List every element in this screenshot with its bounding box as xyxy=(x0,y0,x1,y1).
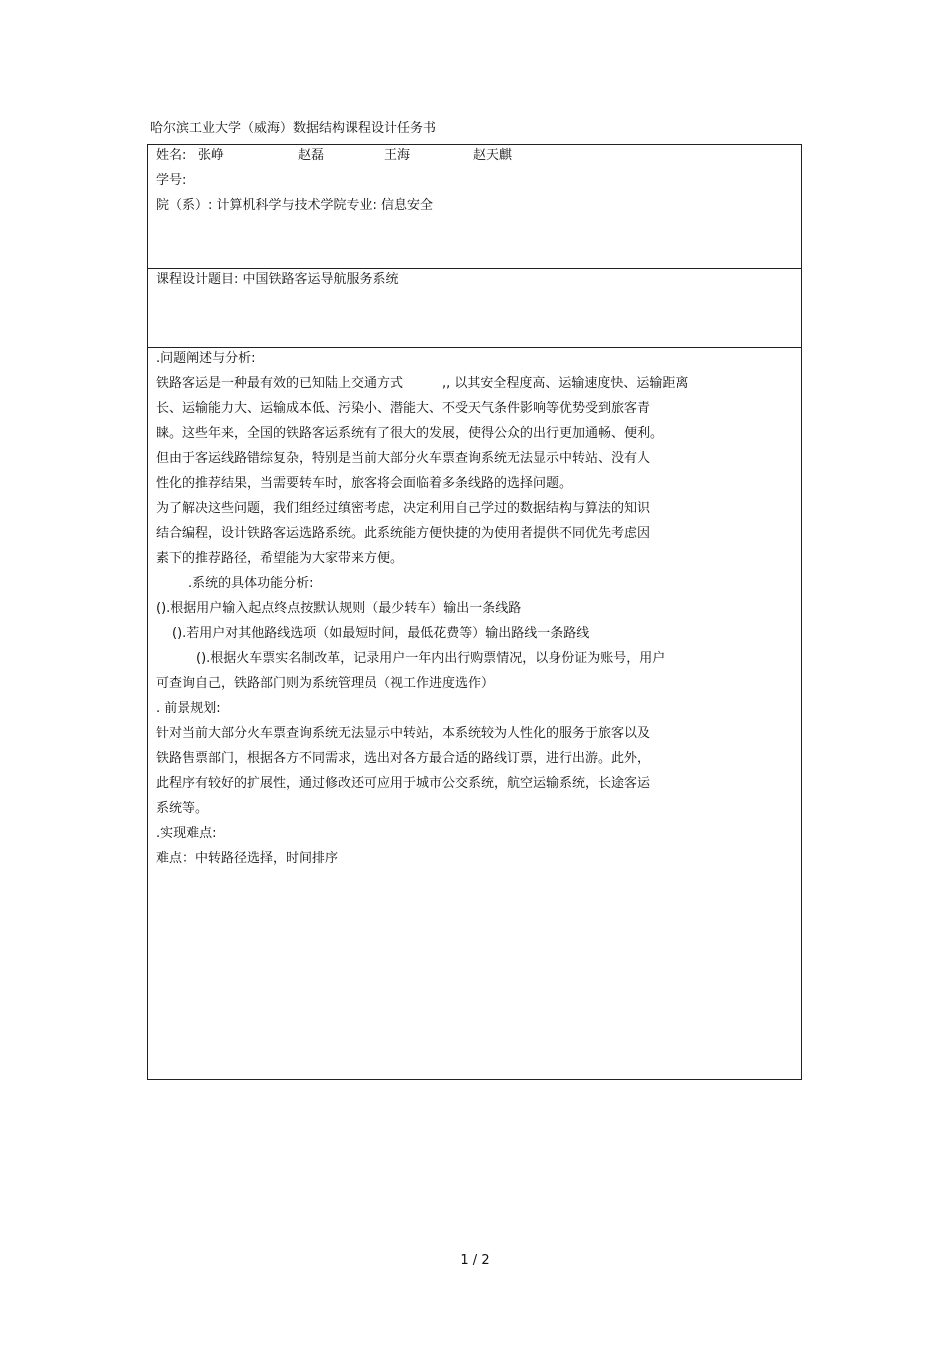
function-item-3-continued: 可查询自己，铁路部门则为系统管理员（视工作进度选作） xyxy=(156,676,495,691)
function-item-1: ().根据用户输入起点终点按默认规则（最少转车）输出一条线路 xyxy=(156,601,522,616)
student-name-4: 赵天麒 xyxy=(473,148,513,163)
paragraph-line: 长、运输能力大、运输成本低、污染小、潜能大、不受天气条件影响等优势受到旅客青 xyxy=(156,401,651,416)
document-title: 哈尔滨工业大学（威海）数据结构课程设计任务书 xyxy=(150,121,437,136)
paragraph-line: 素下的推荐路径，希望能为大家带来方便。 xyxy=(156,551,404,566)
function-item-2: ().若用户对其他路线选项（如最短时间，最低花费等）输出路线一条路线 xyxy=(172,626,590,641)
student-name-2: 赵磊 xyxy=(298,148,325,163)
task-form-table xyxy=(147,144,802,1080)
function-item-3: ().根据火车票实名制改革，记录用户一年内出行购票情况，以身份证为账号，用户 xyxy=(196,651,666,666)
section-heading-prospects: . 前景规划: xyxy=(156,701,221,716)
section-heading-difficulties: .实现难点: xyxy=(156,826,217,841)
student-id-label: 学号: xyxy=(156,173,187,188)
department-major-line: 院（系）: 计算机科学与技术学院专业: 信息安全 xyxy=(156,198,434,213)
student-name-3: 王海 xyxy=(384,148,411,163)
section-heading-analysis: .问题阐述与分析: xyxy=(156,351,256,366)
student-info-cell xyxy=(148,145,801,268)
name-label: 姓名: xyxy=(156,148,187,163)
student-name-1: 张峥 xyxy=(198,148,225,163)
paragraph-line: 铁路客运是一种最有效的已知陆上交通方式 ,, 以其安全程度高、运输速度快、运输距离 xyxy=(156,376,689,391)
paragraph-line: 铁路售票部门，根据各方不同需求，选出对各方最合适的路线订票，进行出游。此外， xyxy=(156,751,651,766)
content-cell xyxy=(148,348,801,1079)
paragraph-line: 针对当前大部分火车票查询系统无法显示中转站，本系统较为人性化的服务于旅客以及 xyxy=(156,726,651,741)
page-number: 1 / 2 xyxy=(460,1253,490,1268)
course-topic-line: 课程设计题目: 中国铁路客运导航服务系统 xyxy=(156,272,399,287)
paragraph-line: 结合编程，设计铁路客运选路系统。此系统能方便快捷的为使用者提供不同优先考虑因 xyxy=(156,526,651,541)
paragraph-line: 睐。这些年来，全国的铁路客运系统有了很大的发展，使得公众的出行更加通畅、便利。 xyxy=(156,426,664,441)
difficulties-line: 难点：中转路径选择，时间排序 xyxy=(156,851,339,866)
paragraph-line: 性化的推荐结果，当需要转车时，旅客将会面临着多条线路的选择问题。 xyxy=(156,476,573,491)
paragraph-line: 系统等。 xyxy=(156,801,209,816)
paragraph-line: 但由于客运线路错综复杂，特别是当前大部分火车票查询系统无法显示中转站、没有人 xyxy=(156,451,651,466)
course-topic-cell xyxy=(148,269,801,347)
section-heading-functions: .系统的具体功能分析: xyxy=(188,576,314,591)
paragraph-line: 为了解决这些问题，我们组经过缜密考虑，决定利用自己学过的数据结构与算法的知识 xyxy=(156,501,651,516)
paragraph-line: 此程序有较好的扩展性，通过修改还可应用于城市公交系统，航空运输系统，长途客运 xyxy=(156,776,651,791)
